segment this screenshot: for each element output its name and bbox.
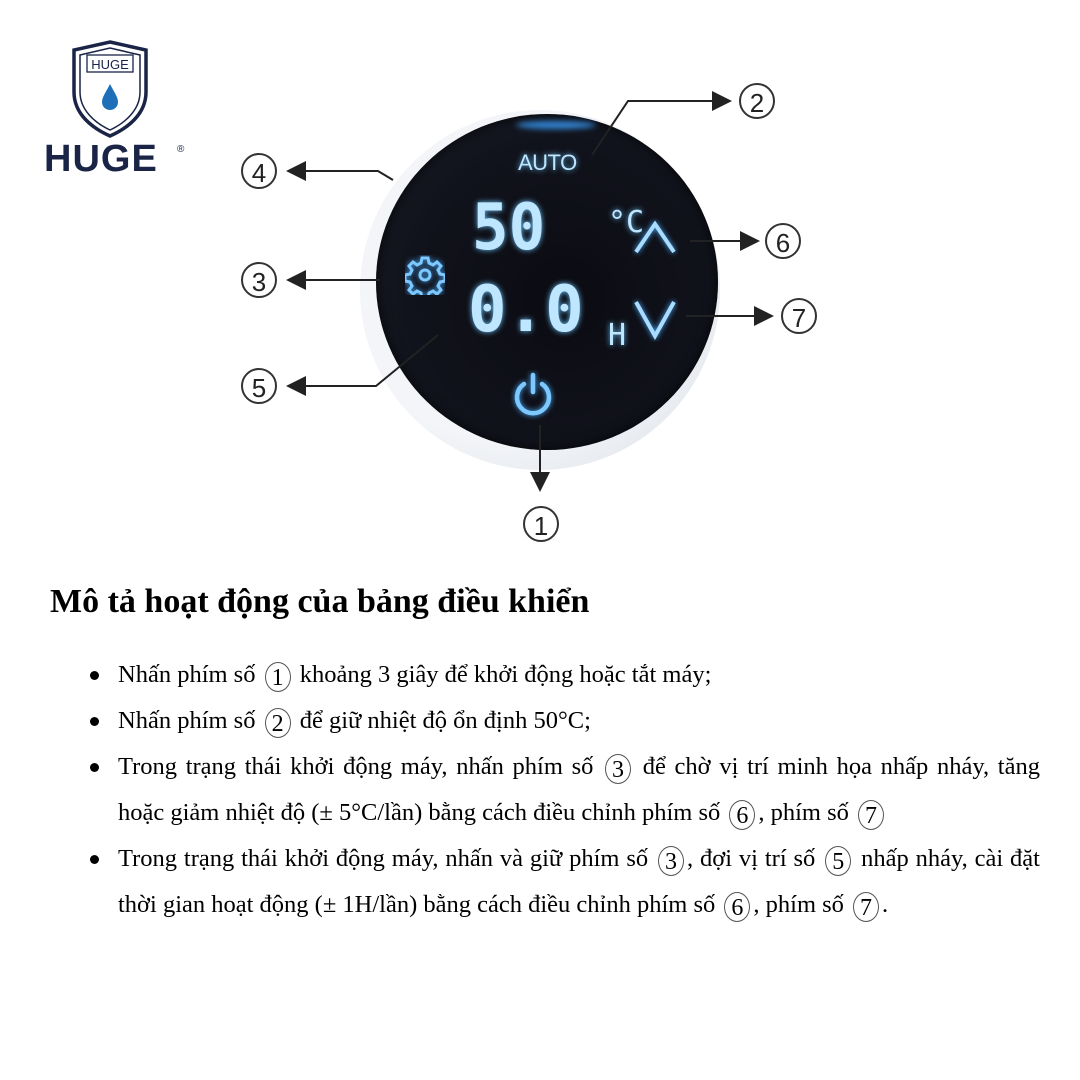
list-item: Nhấn phím số 1 khoảng 3 giây để khởi động hoặc tắt máy;	[90, 652, 1040, 698]
list-item: Nhấn phím số 2 để giữ nhiệt độ ổn định 50°C;	[90, 698, 1040, 744]
callout-4: 4	[241, 153, 277, 189]
callout-5: 5	[241, 368, 277, 404]
callout-6: 6	[765, 223, 801, 259]
time-unit: H	[608, 318, 627, 353]
key-number: 7	[853, 892, 879, 922]
chevron-up-icon[interactable]	[632, 218, 678, 258]
key-number: 2	[265, 708, 291, 738]
key-number: 7	[858, 800, 884, 830]
callout-7: 7	[781, 298, 817, 334]
power-icon[interactable]	[510, 370, 556, 420]
logo-wordmark: HUGE	[44, 138, 158, 180]
callout-1: 1	[523, 506, 559, 542]
key-number: 6	[729, 800, 755, 830]
section-title: Mô tả hoạt động của bảng điều khiển	[50, 583, 590, 620]
temperature-display: 50	[472, 191, 546, 265]
list-item: Trong trạng thái khởi động máy, nhấn phím số 3 để chờ vị trí minh họa nhấp nháy, tăng hoặc giảm nhiệt độ (± 5°C/lần) bằng cách điều chỉnh phím số 6 , phím số 7	[90, 744, 1040, 836]
huge-logo	[44, 40, 194, 180]
key-number: 3	[605, 754, 631, 784]
temperature-unit: °C	[608, 205, 645, 240]
instruction-list	[90, 652, 1040, 928]
gear-icon[interactable]	[405, 255, 445, 295]
key-number: 1	[265, 662, 291, 692]
list-item: Trong trạng thái khởi động máy, nhấn và giữ phím số 3 , đợi vị trí số 5 nhấp nháy, cài đặt thời gian hoạt động (± 1H/lần) bằng cách điều chỉnh phím số 6 , phím số 7 .	[90, 836, 1040, 928]
shield-icon	[70, 40, 150, 138]
key-number: 5	[825, 846, 851, 876]
callout-3: 3	[241, 262, 277, 298]
registered-mark: ®	[177, 144, 185, 155]
time-display: 0.0	[468, 273, 584, 347]
callout-2: 2	[739, 83, 775, 119]
key-number: 3	[658, 846, 684, 876]
key-number: 6	[724, 892, 750, 922]
auto-mode-label[interactable]: AUTO	[518, 150, 577, 175]
svg-text:HUGE: HUGE	[91, 57, 129, 72]
top-glow	[516, 121, 596, 129]
chevron-down-icon[interactable]	[632, 296, 678, 342]
